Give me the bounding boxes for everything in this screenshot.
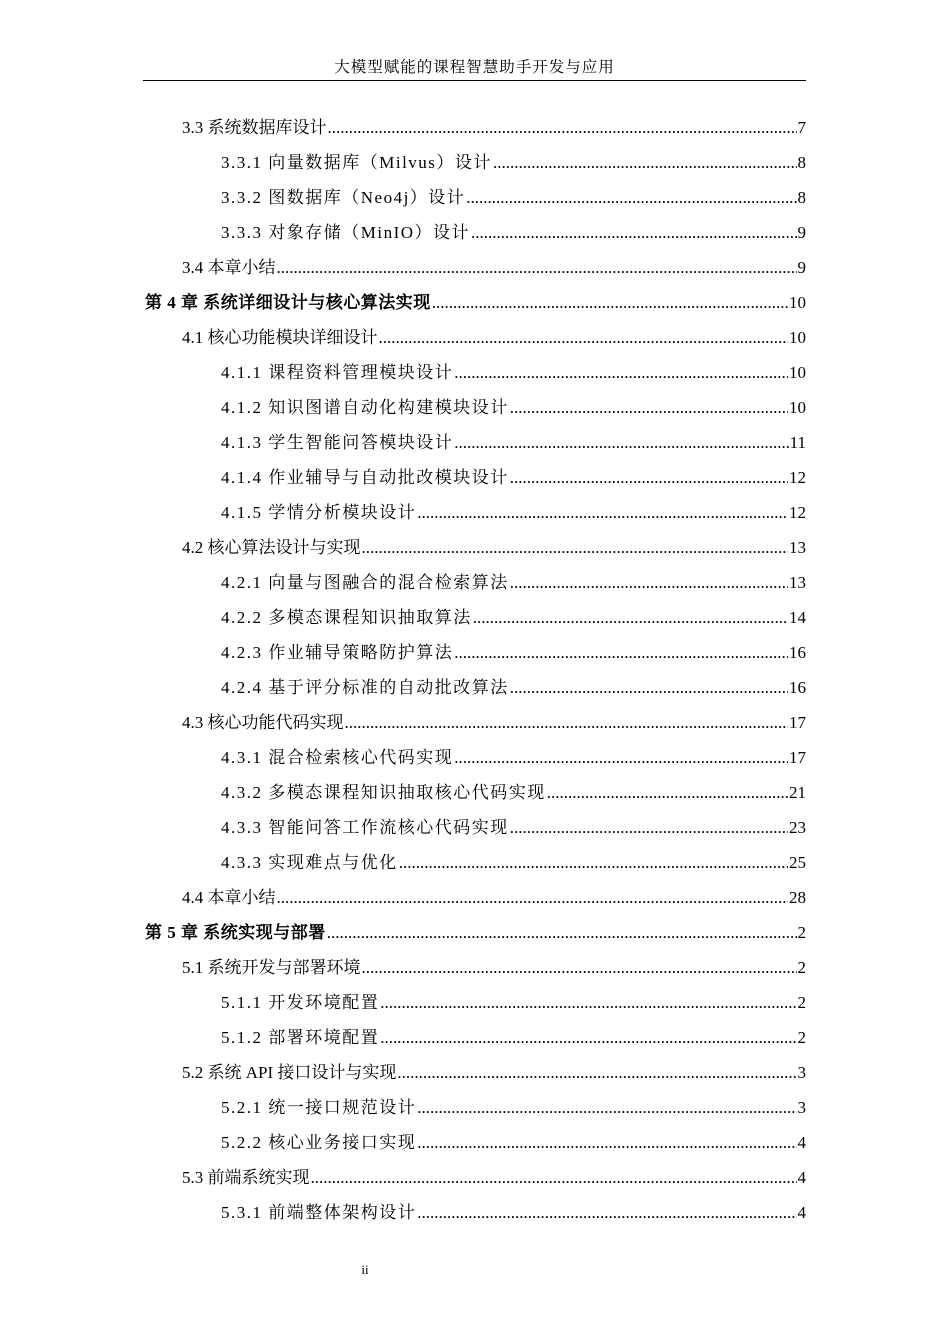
toc-entry[interactable] bbox=[221, 215, 806, 250]
toc-entry-page: 2 bbox=[797, 923, 806, 942]
toc-entry-page: 8 bbox=[797, 188, 806, 207]
toc-dot-leader bbox=[327, 915, 797, 950]
toc-entry-page: 8 bbox=[797, 153, 806, 172]
toc-entry-page: 3 bbox=[797, 1063, 806, 1082]
toc-entry-page: 7 bbox=[797, 118, 806, 137]
toc-dot-leader bbox=[510, 810, 788, 845]
toc-entry-page: 25 bbox=[789, 853, 806, 872]
toc-entry[interactable] bbox=[221, 180, 806, 215]
toc-entry-title: 4.1.3 学生智能问答模块设计 bbox=[221, 433, 454, 452]
toc-entry[interactable] bbox=[221, 1195, 806, 1230]
toc-entry-title: 3.4 本章小结 bbox=[182, 258, 276, 277]
toc-entry-page: 16 bbox=[789, 643, 806, 662]
toc-entry-title: 4.2.1 向量与图融合的混合检索算法 bbox=[221, 573, 509, 592]
toc-entry-title: 4.1.4 作业辅导与自动批改模块设计 bbox=[221, 468, 509, 487]
toc-entry-page: 9 bbox=[797, 258, 806, 277]
toc-entry[interactable] bbox=[221, 775, 806, 810]
toc-dot-leader bbox=[454, 425, 788, 460]
toc-entry[interactable] bbox=[182, 530, 806, 565]
toc-dot-leader bbox=[417, 495, 788, 530]
toc-entry-title: 4.2.2 多模态课程知识抽取算法 bbox=[221, 608, 472, 627]
toc-entry[interactable] bbox=[221, 845, 806, 880]
toc-entry-page: 12 bbox=[789, 503, 806, 522]
toc-entry-page: 10 bbox=[789, 398, 806, 417]
toc-entry-page: 2 bbox=[797, 958, 806, 977]
toc-entry-page: 23 bbox=[789, 818, 806, 837]
toc-entry[interactable] bbox=[145, 285, 806, 320]
toc-dot-leader bbox=[277, 250, 797, 285]
toc-entry-title: 4.2.3 作业辅导策略防护算法 bbox=[221, 643, 454, 662]
toc-entry-title: 3.3.1 向量数据库（Milvus）设计 bbox=[221, 153, 492, 172]
toc-entry[interactable] bbox=[182, 950, 806, 985]
toc-entry-title: 4.1 核心功能模块详细设计 bbox=[182, 328, 378, 347]
toc-entry-page: 16 bbox=[789, 678, 806, 697]
toc-entry-title: 4.2 核心算法设计与实现 bbox=[182, 538, 361, 557]
toc-entry[interactable] bbox=[221, 425, 806, 460]
toc-dot-leader bbox=[328, 110, 797, 145]
toc-dot-leader bbox=[454, 635, 788, 670]
toc-entry[interactable] bbox=[221, 145, 806, 180]
toc-dot-leader bbox=[473, 600, 788, 635]
toc-dot-leader bbox=[379, 320, 789, 355]
toc-dot-leader bbox=[547, 775, 788, 810]
toc-entry[interactable] bbox=[182, 880, 806, 915]
toc-entry-title: 第 5 章 系统实现与部署 bbox=[145, 923, 326, 942]
toc-dot-leader bbox=[493, 145, 797, 180]
toc-entry[interactable] bbox=[182, 705, 806, 740]
toc-entry-title: 4.3 核心功能代码实现 bbox=[182, 713, 344, 732]
toc-entry[interactable] bbox=[221, 1125, 806, 1160]
toc-entry-title: 4.3.3 实现难点与优化 bbox=[221, 853, 398, 872]
toc-entry[interactable] bbox=[221, 985, 806, 1020]
toc-entry-title: 5.2.2 核心业务接口实现 bbox=[221, 1133, 417, 1152]
toc-entry[interactable] bbox=[182, 1055, 806, 1090]
toc-dot-leader bbox=[510, 565, 788, 600]
header-rule bbox=[143, 80, 806, 81]
toc-entry-title: 3.3.3 对象存储（MinIO）设计 bbox=[221, 223, 471, 242]
toc-entry[interactable] bbox=[221, 810, 806, 845]
toc-entry-page: 10 bbox=[789, 363, 806, 382]
toc-entry-page: 14 bbox=[789, 608, 806, 627]
toc-entry[interactable] bbox=[145, 915, 806, 950]
toc-dot-leader bbox=[471, 215, 796, 250]
toc-entry[interactable] bbox=[221, 390, 806, 425]
toc-entry[interactable] bbox=[221, 565, 806, 600]
toc-dot-leader bbox=[510, 670, 788, 705]
toc-entry-title: 3.3.2 图数据库（Neo4j）设计 bbox=[221, 188, 466, 207]
toc-entry-page: 4 bbox=[797, 1203, 806, 1222]
toc-entry-page: 2 bbox=[797, 993, 806, 1012]
toc-entry-title: 4.1.5 学情分析模块设计 bbox=[221, 503, 417, 522]
toc-entry-title: 5.1.2 部署环境配置 bbox=[221, 1028, 380, 1047]
toc-dot-leader bbox=[362, 530, 789, 565]
toc-entry-title: 4.3.2 多模态课程知识抽取核心代码实现 bbox=[221, 783, 546, 802]
toc-entry-title: 5.2.1 统一接口规范设计 bbox=[221, 1098, 417, 1117]
toc-entry-page: 4 bbox=[797, 1133, 806, 1152]
toc-entry-title: 4.4 本章小结 bbox=[182, 888, 276, 907]
toc-dot-leader bbox=[397, 1055, 796, 1090]
toc-entry[interactable] bbox=[182, 250, 806, 285]
toc-entry-title: 5.2 系统 API 接口设计与实现 bbox=[182, 1063, 397, 1082]
toc-dot-leader bbox=[362, 950, 797, 985]
toc-dot-leader bbox=[454, 355, 788, 390]
toc-dot-leader bbox=[380, 1020, 796, 1055]
toc-entry-title: 5.1 系统开发与部署环境 bbox=[182, 958, 361, 977]
toc-entry-title: 第 4 章 系统详细设计与核心算法实现 bbox=[145, 293, 431, 312]
toc-dot-leader bbox=[277, 880, 789, 915]
toc-dot-leader bbox=[466, 180, 796, 215]
toc-entry-page: 2 bbox=[797, 1028, 806, 1047]
toc-entry[interactable] bbox=[221, 1020, 806, 1055]
toc-entry[interactable] bbox=[221, 495, 806, 530]
toc-entry-title: 4.3.3 智能问答工作流核心代码实现 bbox=[221, 818, 509, 837]
toc-entry[interactable] bbox=[182, 1160, 806, 1195]
toc-dot-leader bbox=[399, 845, 788, 880]
toc-entry-page: 11 bbox=[789, 433, 806, 452]
toc-entry-title: 5.3 前端系统实现 bbox=[182, 1168, 310, 1187]
page-number: ii bbox=[361, 1262, 369, 1277]
toc-entry[interactable] bbox=[182, 320, 806, 355]
toc-dot-leader bbox=[417, 1195, 796, 1230]
toc-entry-page: 17 bbox=[789, 713, 806, 732]
toc-entry[interactable] bbox=[182, 110, 806, 145]
toc-dot-leader bbox=[454, 740, 788, 775]
toc-entry-page: 3 bbox=[797, 1098, 806, 1117]
toc-dot-leader bbox=[345, 705, 789, 740]
toc-entry-page: 21 bbox=[789, 783, 806, 802]
toc-entry[interactable] bbox=[221, 1090, 806, 1125]
toc-entry[interactable] bbox=[221, 460, 806, 495]
toc-entry-title: 5.1.1 开发环境配置 bbox=[221, 993, 380, 1012]
toc-entry-title: 4.1.2 知识图谱自动化构建模块设计 bbox=[221, 398, 509, 417]
toc-entry-title: 4.3.1 混合检索核心代码实现 bbox=[221, 748, 454, 767]
toc-entry-title: 3.3 系统数据库设计 bbox=[182, 118, 327, 137]
running-header: 大模型赋能的课程智慧助手开发与应用 bbox=[334, 59, 615, 76]
toc-dot-leader bbox=[380, 985, 796, 1020]
toc-entry-page: 10 bbox=[789, 328, 806, 347]
toc-entry[interactable] bbox=[221, 355, 806, 390]
toc-entry-page: 9 bbox=[797, 223, 806, 242]
toc-dot-leader bbox=[432, 285, 788, 320]
toc-dot-leader bbox=[417, 1125, 796, 1160]
toc-entry[interactable] bbox=[221, 670, 806, 705]
toc-entry[interactable] bbox=[221, 635, 806, 670]
toc-entry-title: 4.2.4 基于评分标准的自动批改算法 bbox=[221, 678, 509, 697]
toc-entry-page: 13 bbox=[789, 538, 806, 557]
toc-entry-title: 5.3.1 前端整体架构设计 bbox=[221, 1203, 417, 1222]
toc-entry-page: 28 bbox=[789, 888, 806, 907]
toc-entry-page: 10 bbox=[789, 293, 806, 312]
toc-dot-leader bbox=[510, 390, 788, 425]
toc-entry[interactable] bbox=[221, 740, 806, 775]
toc-entry-page: 17 bbox=[789, 748, 806, 767]
toc-entry[interactable] bbox=[221, 600, 806, 635]
toc-dot-leader bbox=[311, 1160, 797, 1195]
toc-dot-leader bbox=[510, 460, 788, 495]
toc-dot-leader bbox=[417, 1090, 796, 1125]
toc-entry-page: 4 bbox=[797, 1168, 806, 1187]
toc-entry-page: 13 bbox=[789, 573, 806, 592]
toc-entry-page: 12 bbox=[789, 468, 806, 487]
toc-entry-title: 4.1.1 课程资料管理模块设计 bbox=[221, 363, 454, 382]
